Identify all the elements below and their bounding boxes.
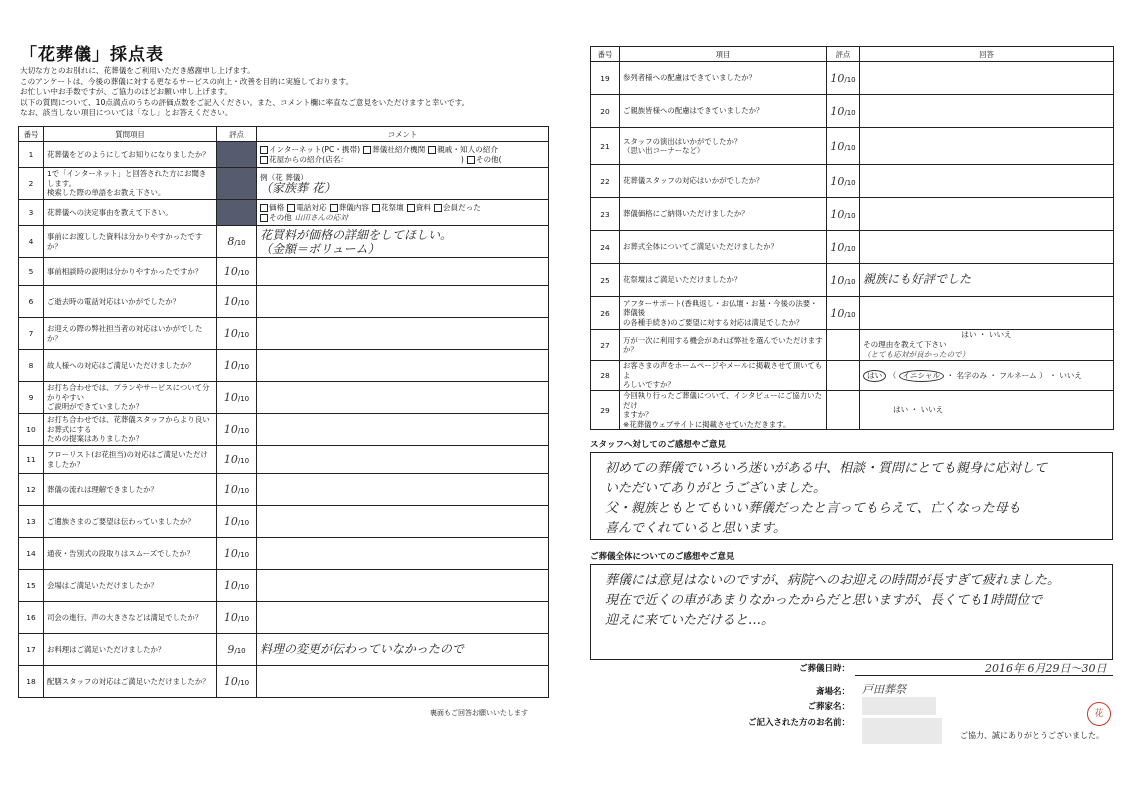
table-row [19,446,549,474]
score-value: 10 [223,453,238,466]
score-denominator: /10 [844,310,856,319]
col-header-question: 質問項目 [44,127,217,142]
score-denominator: /10 [844,108,856,117]
question-number: 1 [28,150,34,159]
question-text: 今回執り行ったご葬儀について、インタビューにご協力いただけ ますか？ ※花葬儀ウェブサイトに掲載させていただきます。 [623,391,822,429]
comment-cell[interactable] [257,414,549,446]
score-value: 9 [227,643,235,656]
table-row [591,95,1114,128]
table-row [19,142,549,168]
choice-initial: イニシャル [899,370,945,382]
checkbox[interactable] [260,146,268,154]
question-text: 葬儀価格にご納得いただけましたか？ [623,209,749,219]
question-text: 事前にお渡しした資料は分かりやすかったですか？ [47,232,203,251]
table-row [591,62,1114,95]
score-denominator: /10 [844,277,856,286]
score-cell[interactable] [217,350,257,382]
question-number: 9 [28,393,34,402]
score-value: 8 [227,235,235,248]
back-note: 裏面もご回答お願いいたします [430,709,528,717]
question-number: 14 [26,549,36,558]
choice-yes-circled: はい [863,370,886,382]
choice-fullname: フルネーム [999,370,1037,380]
form-title: 「花葬儀」採点表 [20,45,164,65]
col-header-answer: 回答 [860,47,1114,62]
score-denominator: /10 [237,615,250,623]
checkbox[interactable] [260,214,268,222]
score-denominator: /10 [237,395,250,403]
score-denominator: /10 [237,679,250,687]
score-value: 10 [223,423,238,436]
score-cell[interactable] [217,200,257,226]
score-cell[interactable] [827,198,860,231]
venue-value: 戸田葬祭 [862,683,906,696]
answer-cell[interactable] [860,391,1114,430]
score-value: 10 [830,139,845,153]
question-text: お客さまの声をホームページやメールに掲載させて頂いてもよ ろしいですか？ [623,361,823,390]
question-number: 16 [26,613,36,622]
table-row [591,264,1114,297]
score-cell[interactable] [827,391,860,430]
question-number: 18 [26,677,36,686]
answer-cell[interactable] [860,264,1114,297]
score-cell[interactable] [217,634,257,666]
table-row [19,570,549,602]
question-number: 2 [28,179,34,188]
score-cell[interactable] [217,538,257,570]
score-cell[interactable] [217,446,257,474]
form-intro: 大切な方とのお別れに、花葬儀をご利用いただき感謝申し上げます。 このアンケートは、今後の葬儀に対する更なるサービスの向上・改善を目的に実施しております。 お忙しい中お手数ですが、ご協力のほどお願い申し上げます。 以下の質問について、10点満点のうちの評価点数をご記入ください。また、コメント欄に率直なご意見をいただけますと幸いです。 なお、該当しない項目については「なし」とお答えください。 [20,66,470,117]
comment-cell[interactable] [257,142,549,168]
table-row [591,297,1114,330]
table-row [19,200,549,226]
question-text: 花葬儀への決定事由を教えて下さい。 [47,207,173,217]
score-cell[interactable] [827,330,860,361]
option-label: 花祭壇 [380,202,404,212]
score-denominator: /10 [237,487,250,495]
score-denominator: /10 [237,299,250,307]
score-denominator: /10 [237,363,250,371]
option-label: 葬儀社紹介機関 [372,144,426,154]
question-text: ご逝去時の電話対応はいかがでしたか？ [47,296,181,306]
question-text: 会場はご満足いただけましたか？ [47,580,158,590]
table-row [19,168,549,200]
overall-feedback-label: ご葬儀全体についてのご感想やご意見 [590,552,735,562]
comment-cell[interactable] [257,258,549,286]
question-text: 葬儀の流れは理解できましたか？ [47,484,158,494]
family-name-label: ご葬家名： [807,702,850,712]
score-denominator: /10 [237,551,250,559]
question-text: アフターサポート(香典返し・お仏壇・お墓・今後の法要・葬儀後 の各種手続き)のご要望に対する対応は満足でしたか？ [623,298,818,327]
left-score-table [18,126,549,698]
score-cell[interactable] [827,165,860,198]
score-value: 10 [223,579,238,592]
col-header-number: 番号 [591,47,620,62]
question-number: 22 [600,176,610,186]
table-row [19,538,549,570]
question-text: 参列者様への配慮はできていましたか？ [623,73,757,83]
question-text: お料理はご満足いただけましたか？ [47,644,166,654]
right-score-table [590,46,1114,430]
checkbox[interactable] [287,204,295,212]
comment-cell[interactable] [257,666,549,698]
question-number: 25 [600,275,610,285]
checkbox[interactable] [260,204,268,212]
option-label: 葬儀内容 [338,202,369,212]
question-text: 配膳スタッフの対応はご満足いただけましたか？ [47,676,210,686]
comment-cell[interactable] [257,506,549,538]
answer-cell[interactable] [860,231,1114,264]
venue-label: 斎場名： [815,687,850,697]
question-number: 8 [28,361,34,370]
score-value: 10 [223,327,238,340]
option-label: ) [460,154,464,164]
table-row [19,414,549,446]
score-cell[interactable] [217,142,257,168]
question-number: 28 [600,371,610,380]
score-denominator: /10 [844,178,856,187]
question-number: 24 [600,242,610,252]
score-value: 10 [223,611,238,624]
thanks-note: ご協力、誠にありがとうございました。 [960,731,1104,740]
ceremony-date-value: 2016年 6月29日〜30日 [985,662,1107,675]
answer-cell[interactable] [860,297,1114,330]
handwritten-comment: 料理の変更が伝わっていなかったので [260,641,464,656]
respondent-label: ご記入された方のお名前： [747,718,850,728]
handwritten-answer: （家族葬 花） [260,180,336,195]
ceremony-date-label: ご葬儀日時： [798,664,850,674]
handwritten-other: 山田さんの応対 [294,212,348,222]
checkbox[interactable] [467,156,475,164]
score-cell[interactable] [827,361,860,391]
score-cell[interactable] [827,62,860,95]
question-text: ご遺族さまのご要望は伝わっていましたか？ [47,516,195,526]
comment-cell[interactable] [257,446,549,474]
score-denominator: /10 [234,239,246,247]
table-row [19,226,549,258]
yes-no-choice: はい ・ いいえ [893,405,944,414]
checkbox[interactable] [428,146,436,154]
question-text: スタッフの演出はいかがでしたか？ （思い出コーナーなど） [623,136,742,155]
score-denominator: /10 [237,269,250,277]
score-cell[interactable] [827,297,860,330]
option-label: 親戚・知人の紹介 [437,144,498,154]
question-number: 7 [28,329,34,338]
score-denominator: /10 [844,244,856,253]
question-number: 29 [600,405,610,415]
yes-no-choice: はい ・ いいえ [961,330,1012,339]
option-label: インターネット(PC・携帯) [269,144,361,154]
score-value: 10 [223,547,238,560]
score-cell[interactable] [827,264,860,297]
score-value: 10 [830,104,845,118]
table-row [591,165,1114,198]
comment-cell[interactable] [257,350,549,382]
question-number: 6 [28,297,34,306]
score-value: 10 [223,515,238,528]
handwritten-answer: 親族にも好評でした [863,272,972,286]
score-value: 10 [223,265,238,278]
question-text: お迎えの際の弊社担当者の対応はいかがでしたか？ [47,324,203,343]
score-value: 10 [830,174,845,188]
comment-cell[interactable] [257,200,549,226]
comment-cell[interactable] [257,226,549,258]
answer-cell[interactable] [860,330,1114,361]
score-value: 10 [223,483,238,496]
staff-feedback-label: スタッフへ対してのご感想やご意見 [590,440,726,450]
score-cell[interactable] [217,414,257,446]
question-text: お打ち合わせでは、花葬儀スタッフからより良いお葬式にする ための提案はありましたか？ [47,415,210,444]
question-text: 1で「インターネット」と回答された方にお聞きします。 検索した際の単語をお教え下さい。 [47,169,207,198]
question-text: 通夜・告別式の段取りはスムーズでしたか？ [47,548,195,558]
question-text: お打ち合わせでは、プランやサービスについて分かりやすい ご説明ができていましたか？ [47,383,210,412]
option-label: その他( [475,154,502,164]
score-cell[interactable] [217,286,257,318]
table-row [19,634,549,666]
question-text: 花葬儀をどのようにしてお知りになりましたか？ [47,149,210,159]
table-row [591,391,1114,430]
score-cell[interactable] [217,506,257,538]
table-row [19,258,549,286]
question-number: 11 [26,455,36,464]
question-text: 万が一次に利用する機会があれば弊社を選んでいただけます か？ [623,335,823,354]
option-label: 花屋からの紹介(店名： [269,154,348,164]
score-cell[interactable] [217,318,257,350]
score-cell[interactable] [217,474,257,506]
score-denominator: /10 [844,75,856,84]
table-row [19,382,549,414]
checkbox[interactable] [372,204,380,212]
table-row [19,506,549,538]
question-text: 故人様への対応はご満足いただけましたか？ [47,360,195,370]
score-value: 10 [830,240,845,254]
question-text: 花葬儀スタッフの対応はいかがでしたか？ [623,176,764,186]
answer-cell[interactable] [860,165,1114,198]
question-text: 事前相談時の説明は分かりやすかったですか？ [47,266,203,276]
score-cell[interactable] [217,570,257,602]
table-row [19,350,549,382]
question-text: フローリスト(お花担当)の対応はご満足いただけましたか？ [47,450,208,469]
option-label: 資料 [415,202,431,212]
comment-cell[interactable] [257,570,549,602]
question-number: 10 [26,425,36,434]
answer-cell[interactable] [860,198,1114,231]
comment-cell[interactable] [257,538,549,570]
question-number: 20 [600,106,610,116]
score-denominator: /10 [237,519,250,527]
score-cell[interactable] [217,382,257,414]
overall-feedback-text: 葬儀には意見はないのですが、病院へのお迎えの時間が長すぎて疲れました。 現在で近くの車があまりなかったからだと思いますが、長くても1時間位で 迎えに来ていただけると…。 [590,564,1113,660]
table-row [591,128,1114,165]
question-number: 5 [28,267,34,276]
col-header-item: 項目 [620,47,827,62]
score-cell[interactable] [827,128,860,165]
score-cell[interactable] [827,95,860,128]
answer-cell[interactable]: はい （ イニシャル ・ 名字のみ ・ フルネーム ） ・ いいえ [860,361,1114,391]
option-label: 価格 [269,202,285,212]
table-row [19,474,549,506]
score-denominator: /10 [844,143,856,152]
col-header-comment: コメント [257,127,549,142]
answer-cell[interactable] [860,62,1114,95]
question-text: 花祭壇はご満足いただけましたか？ [623,275,742,285]
score-value: 10 [223,295,238,308]
option-label: 会員だった [442,202,481,212]
score-value: 10 [223,675,238,688]
choice-no: いいえ [1059,370,1082,380]
question-number: 26 [600,308,610,318]
score-cell[interactable] [217,666,257,698]
comment-cell[interactable] [257,382,549,414]
comment-cell[interactable] [257,634,549,666]
respondent-name-redacted [862,718,942,744]
table-row [591,198,1114,231]
question-text: 司会の進行、声の大きさなどは満足でしたか？ [47,612,203,622]
question-number: 19 [600,73,610,83]
score-value: 10 [830,207,845,221]
table-row [591,231,1114,264]
handwritten-comment: 花買料が価格の詳細をしてほしい。 （金額＝ボリューム） [260,227,453,256]
score-cell[interactable] [217,226,257,258]
family-name-redacted [862,697,936,715]
score-denominator: /10 [237,457,250,465]
date-underline [855,675,1113,676]
question-number: 3 [28,208,34,217]
checkbox[interactable] [330,204,338,212]
score-cell[interactable] [217,602,257,634]
question-text: ご親族皆様への配慮はできていましたか？ [623,106,764,116]
table-row [591,361,1114,391]
table-row [591,330,1114,361]
staff-feedback-text: 初めての葬儀でいろいろ迷いがある中、相談・質問にとても親身に応対して いただいてありがとうございました。 父・親族ともとてもいい葬儀だったと言ってもらえて、亡くなった母も 喜んでくれていると思います。 [590,452,1113,540]
checkbox[interactable] [407,204,415,212]
checkbox[interactable] [434,204,442,212]
col-header-score: 評点 [217,127,257,142]
score-value: 10 [223,391,238,404]
question-number: 17 [26,645,36,654]
score-denominator: /10 [234,647,246,655]
comment-cell[interactable] [257,474,549,506]
score-value: 10 [830,71,845,85]
score-denominator: /10 [237,427,250,435]
col-header-number: 番号 [19,127,44,142]
score-denominator: /10 [237,331,250,339]
red-stamp-seal: 花 [1087,702,1111,726]
option-label: 電話対応 [296,202,327,212]
score-value: 10 [830,306,845,320]
question-number: 15 [26,581,36,590]
checkbox[interactable] [363,146,371,154]
answer-cell[interactable] [860,128,1114,165]
table-row [19,286,549,318]
question-text: お葬式全体についてご満足いただけましたか？ [623,242,779,252]
table-row [19,318,549,350]
handwritten-reason: （とても応対が良かったので） [863,350,970,359]
table-row [19,666,549,698]
question-number: 23 [600,209,610,219]
col-header-score: 評点 [827,47,860,62]
question-number: 21 [600,141,610,151]
question-number: 4 [28,237,34,246]
comment-cell[interactable] [257,602,549,634]
answer-cell[interactable] [860,95,1114,128]
comment-cell[interactable] [257,168,549,200]
score-cell[interactable] [217,168,257,200]
score-denominator: /10 [237,583,250,591]
question-number: 13 [26,517,36,526]
score-denominator: /10 [844,211,856,220]
comment-cell[interactable] [257,286,549,318]
question-number: 27 [600,340,610,350]
score-value: 10 [830,273,845,287]
choice-surname: 名字のみ [956,370,987,380]
option-label: その他 [269,212,292,222]
checkbox[interactable] [260,156,268,164]
question-number: 12 [26,485,36,494]
table-row [19,602,549,634]
comment-cell[interactable] [257,318,549,350]
reason-label: その理由を教えて下さい [863,340,947,349]
score-cell[interactable] [827,231,860,264]
score-value: 10 [223,359,238,372]
score-cell[interactable] [217,258,257,286]
example-text: 例（花 葬儀） [260,172,308,182]
